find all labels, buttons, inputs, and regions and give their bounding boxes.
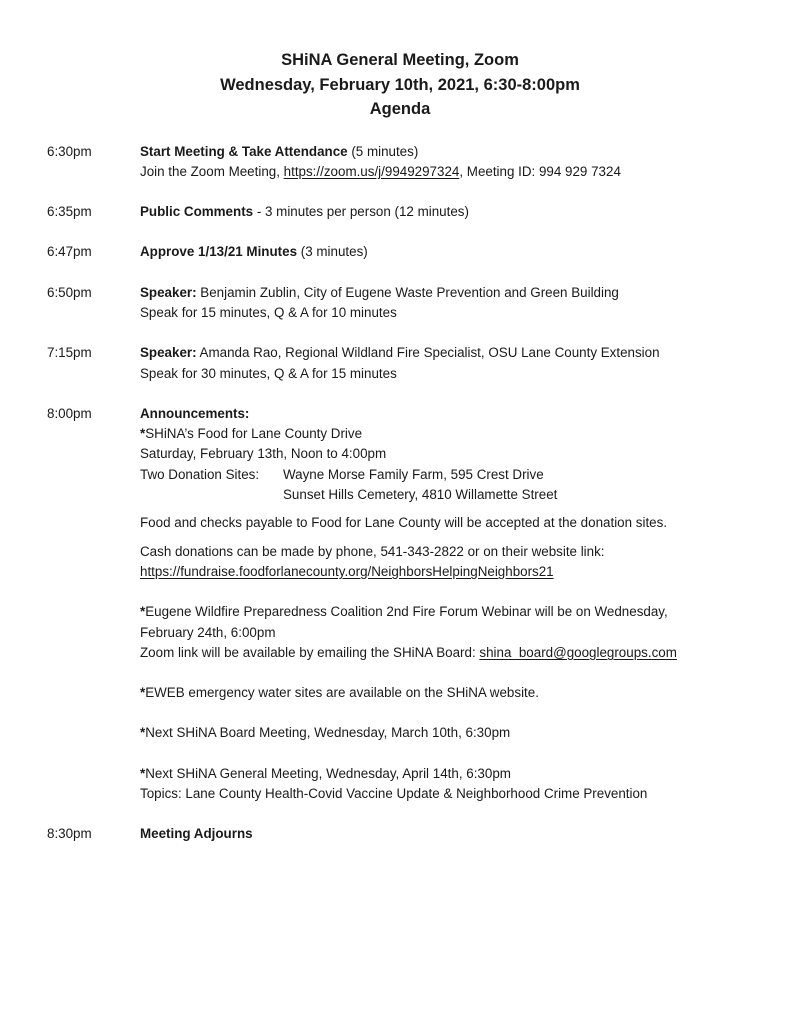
donation-sites-list [283, 465, 557, 506]
next-board-meeting-line [140, 723, 753, 743]
doc-header [47, 48, 753, 122]
agenda-time: 6:47pm [47, 244, 92, 260]
speaker-duration-line: Speak for 30 minutes, Q & A for 15 minutes [140, 365, 397, 381]
zoom-link-note: Zoom link will be available by emailing the SHiNA Board: [140, 644, 480, 660]
next-general-meeting-paragraph [140, 764, 753, 805]
agenda-item-content [140, 142, 753, 183]
zoom-meeting-link[interactable]: https://zoom.us/j/9949297324 [283, 163, 460, 179]
doc-date: Wednesday, February 10th, 2021, 6:30-8:00pm [220, 75, 580, 94]
agenda-time: 6:30pm [47, 143, 92, 159]
agenda-item-start-meeting [47, 142, 753, 183]
donation-sites-label: Two Donation Sites: [140, 466, 260, 482]
agenda-time: 6:50pm [47, 284, 92, 300]
speaker-title-line [140, 283, 753, 303]
next-general-meeting-line [140, 764, 753, 784]
fire-forum-paragraph [140, 602, 753, 663]
announcements-heading-line [140, 404, 753, 424]
food-drive-date-line: Saturday, February 13th, Noon to 4:00pm [140, 446, 387, 462]
agenda-item-content [140, 202, 753, 222]
food-drive-title-line [140, 424, 753, 444]
fire-forum-zoom-line [140, 643, 753, 663]
speaker-title-line [140, 343, 753, 363]
join-zoom-line [140, 162, 753, 182]
bullet-star: * [140, 426, 146, 442]
item-title: Start Meeting & Take Attendance [140, 143, 348, 159]
bullet-star: * [140, 685, 146, 701]
cash-donations-paragraph [140, 542, 753, 583]
eweb-note-line [140, 683, 753, 703]
agenda-time: 8:00pm [47, 405, 92, 421]
speaker-duration-line: Speak for 15 minutes, Q & A for 10 minutes [140, 304, 397, 320]
agenda-item-content [140, 404, 753, 804]
bullet-star: * [140, 765, 146, 781]
doc-title: SHiNA General Meeting, Zoom [281, 51, 519, 69]
next-general-meeting-topics-line: Topics: Lane County Health-Covid Vaccine Update & Neighborhood Crime Prevention [140, 786, 648, 802]
checks-note-line: Food and checks payable to Food for Lane County will be accepted at the donation sites. [140, 515, 668, 531]
bullet-star: * [140, 725, 146, 741]
meeting-id-text: , Meeting ID: 994 929 7324 [459, 163, 621, 179]
agenda-time: 8:30pm [47, 826, 92, 842]
item-duration: (5 minutes) [347, 143, 419, 159]
donation-site-item: Sunset Hills Cemetery, 4810 Willamette Street [283, 487, 558, 503]
agenda-item-content [140, 283, 753, 324]
donation-sites-row [140, 465, 753, 506]
agenda-time: 7:15pm [47, 345, 92, 361]
agenda-time: 6:35pm [47, 204, 92, 220]
agenda-item-adjourn [47, 824, 753, 844]
agenda-item-public-comments [47, 202, 753, 222]
food-drive-title: SHiNA’s Food for Lane County Drive [145, 426, 363, 442]
fire-forum-date-line: February 24th, 6:00pm [140, 624, 276, 640]
speaker-description: Benjamin Zublin, City of Eugene Waste Prevention and Green Building [196, 284, 619, 300]
item-title: Meeting Adjourns [140, 826, 253, 842]
donation-site-item: Wayne Morse Family Farm, 595 Crest Drive [283, 466, 544, 482]
next-general-meeting-note: Next SHiNA General Meeting, Wednesday, April 14th, 6:30pm [145, 765, 511, 781]
cash-note-line: Cash donations can be made by phone, 541-343-2822 or on their website link: [140, 543, 605, 559]
fundraise-link-line [140, 562, 753, 582]
doc-agenda-label: Agenda [369, 100, 431, 118]
agenda-item-announcements [47, 404, 753, 804]
speaker-label: Speaker: [140, 345, 197, 361]
item-title: Public Comments [140, 204, 254, 220]
item-duration: - 3 minutes per person (12 minutes) [253, 204, 469, 220]
agenda-item-approve-minutes [47, 242, 753, 262]
agenda-item-content [140, 343, 753, 384]
bullet-star: * [140, 604, 146, 620]
announcements-heading: Announcements: [140, 405, 250, 421]
agenda-item-content [140, 824, 753, 844]
fire-forum-title: Eugene Wildfire Preparedness Coalition 2nd Fire Forum Webinar will be on Wednesday, [145, 604, 668, 620]
item-title-line [140, 202, 753, 222]
agenda-item-speaker-rao [47, 343, 753, 384]
fire-forum-title-line [140, 602, 753, 622]
join-pre-text: Join the Zoom Meeting, [140, 163, 284, 179]
item-title-line [140, 824, 753, 844]
agenda-item-speaker-zublin [47, 283, 753, 324]
item-title-line [140, 242, 753, 262]
agenda-body [47, 142, 753, 845]
speaker-label: Speaker: [140, 284, 197, 300]
next-board-meeting-note: Next SHiNA Board Meeting, Wednesday, March 10th, 6:30pm [145, 725, 511, 741]
agenda-item-content [140, 242, 753, 262]
item-title-line [140, 142, 753, 162]
eweb-note: EWEB emergency water sites are available on the SHiNA website. [145, 685, 539, 701]
speaker-description: Amanda Rao, Regional Wildland Fire Specialist, OSU Lane County Extension [196, 345, 660, 361]
item-title: Approve 1/13/21 Minutes [140, 244, 298, 260]
item-duration: (3 minutes) [297, 244, 368, 260]
fundraise-link[interactable]: https://fundraise.foodforlanecounty.org/NeighborsHelpingNeighbors21 [140, 563, 554, 579]
shina-board-email-link[interactable]: shina_board@googlegroups.com [479, 644, 677, 660]
